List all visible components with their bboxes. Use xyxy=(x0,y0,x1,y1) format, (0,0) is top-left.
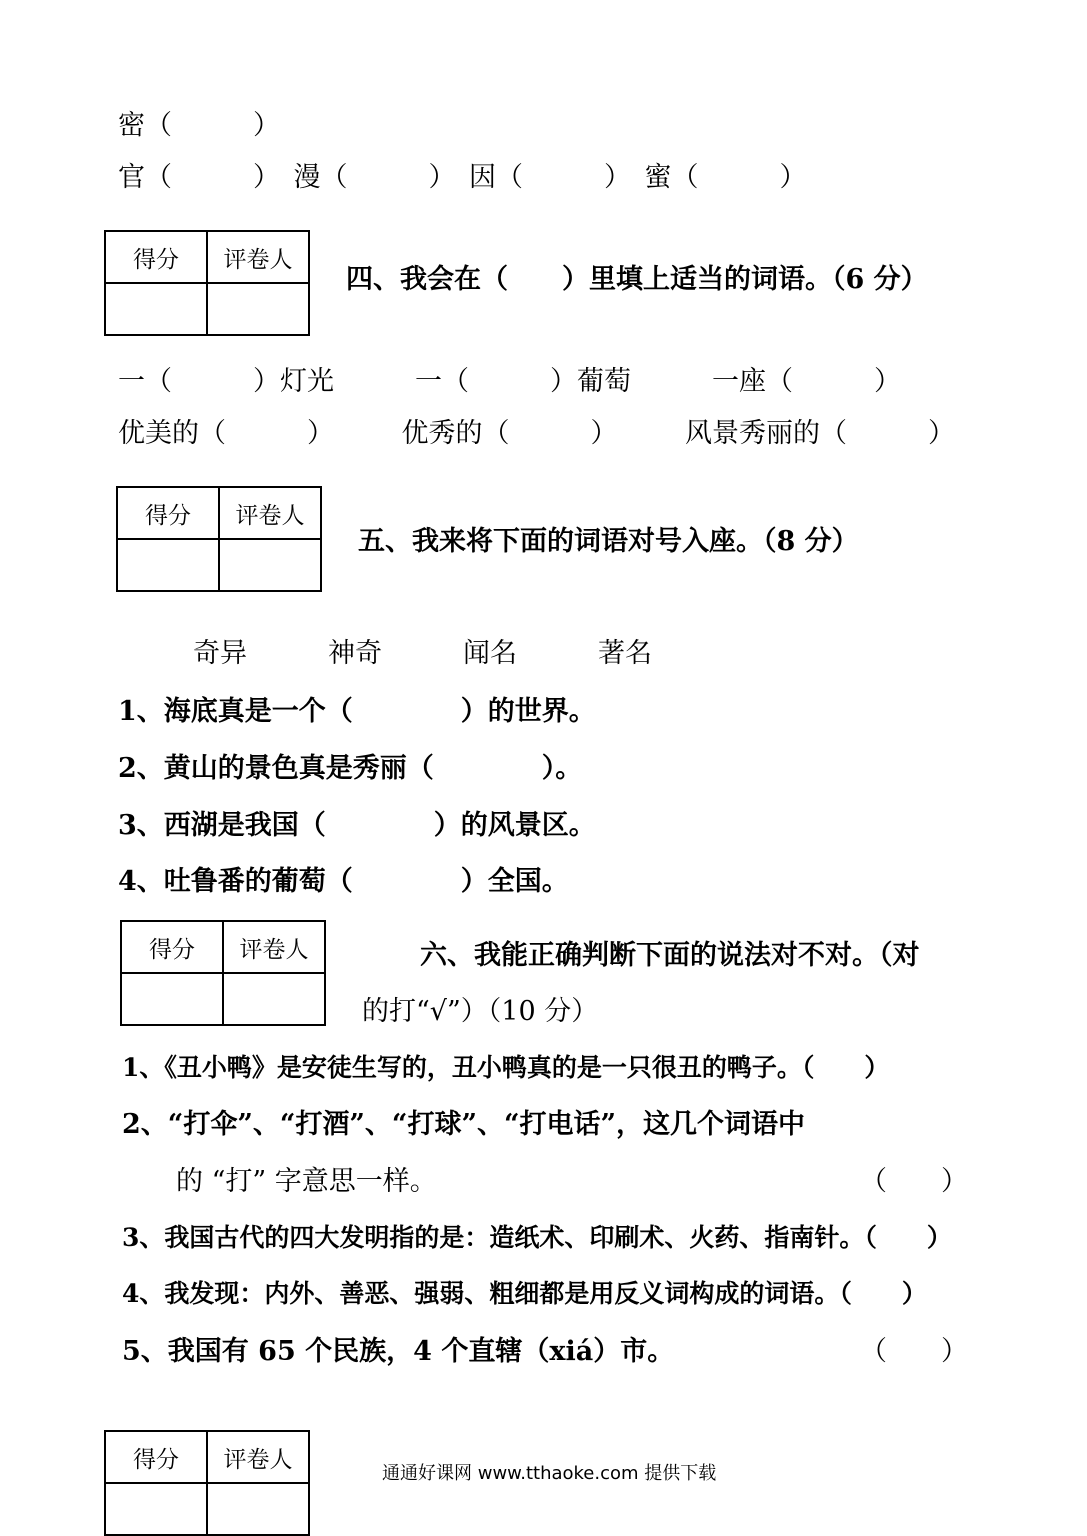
section4-title: 四、我会在（ ）里填上适当的词语。（6 分） xyxy=(346,264,928,295)
section5-item-4: 4、吐鲁番的葡萄（ ）全国。 xyxy=(118,866,569,897)
section4-line-2: 优美的（ ） 优秀的（ ） 风景秀丽的（ ） xyxy=(118,418,955,449)
grader-cell xyxy=(207,283,309,335)
section4-line-1: 一（ ）灯光 一（ ）葡萄 一座（ ） xyxy=(118,366,901,397)
score-label: 得分 xyxy=(121,921,223,973)
section5-word-bank: 奇异 神奇 闻名 著名 xyxy=(193,638,652,669)
character-line-2: 官（ ） 漫（ ） 因（ ） 蜜（ ） xyxy=(118,162,807,193)
grader-label: 评卷人 xyxy=(207,231,309,283)
score-cell xyxy=(121,973,223,1025)
grader-cell xyxy=(219,539,321,591)
answer-paren: （ ） xyxy=(860,1166,968,1197)
score-box-6 xyxy=(120,920,326,1026)
score-box-7 xyxy=(104,1430,310,1536)
score-box-4 xyxy=(104,230,310,336)
section5-title: 五、我来将下面的词语对号入座。（8 分） xyxy=(358,526,859,557)
grader-label: 评卷人 xyxy=(219,487,321,539)
grader-cell xyxy=(207,1483,309,1535)
section6-item-2-cont: 的 “打” 字意思一样。 xyxy=(122,1166,437,1197)
score-label: 得分 xyxy=(105,1431,207,1483)
section6-item-5: 5、我国有 65 个民族，4 个直辖（xiá）市。 xyxy=(122,1336,675,1367)
section5-item-2: 2、黄山的景色真是秀丽（ ）。 xyxy=(118,753,583,784)
grader-label: 评卷人 xyxy=(207,1431,309,1483)
section5-item-3: 3、西湖是我国（ ）的风景区。 xyxy=(118,810,596,841)
score-label: 得分 xyxy=(117,487,219,539)
section6-item-3: 3、我国古代的四大发明指的是：造纸术、印刷术、火药、指南针。（ ） xyxy=(122,1223,952,1252)
grader-cell xyxy=(223,973,325,1025)
footer-watermark: 通通好课网 www.tthaoke.com 提供下载 xyxy=(382,1463,717,1484)
section6-item-2: 2、“打伞”、“打酒”、“打球”、“打电话”，这几个词语中 xyxy=(122,1109,806,1140)
section6-title-line-2: 的打“√”）（10 分） xyxy=(362,996,599,1027)
answer-paren: （ ） xyxy=(860,1336,968,1367)
score-label: 得分 xyxy=(105,231,207,283)
grader-label: 评卷人 xyxy=(223,921,325,973)
section6-item-4: 4、我发现：内外、善恶、强弱、粗细都是用反义词构成的词语。（ ） xyxy=(122,1279,927,1308)
score-cell xyxy=(117,539,219,591)
score-cell xyxy=(105,1483,207,1535)
section6-title-line-1: 六、我能正确判断下面的说法对不对。（对 xyxy=(420,940,920,971)
score-cell xyxy=(105,283,207,335)
section5-item-1: 1、海底真是一个（ ）的世界。 xyxy=(118,696,596,727)
section6-item-1: 1、《丑小鸭》是安徒生写的，丑小鸭真的是一只很丑的鸭子。（ ） xyxy=(122,1053,890,1082)
score-box-5 xyxy=(116,486,322,592)
character-line-1: 密（ ） xyxy=(118,110,280,141)
